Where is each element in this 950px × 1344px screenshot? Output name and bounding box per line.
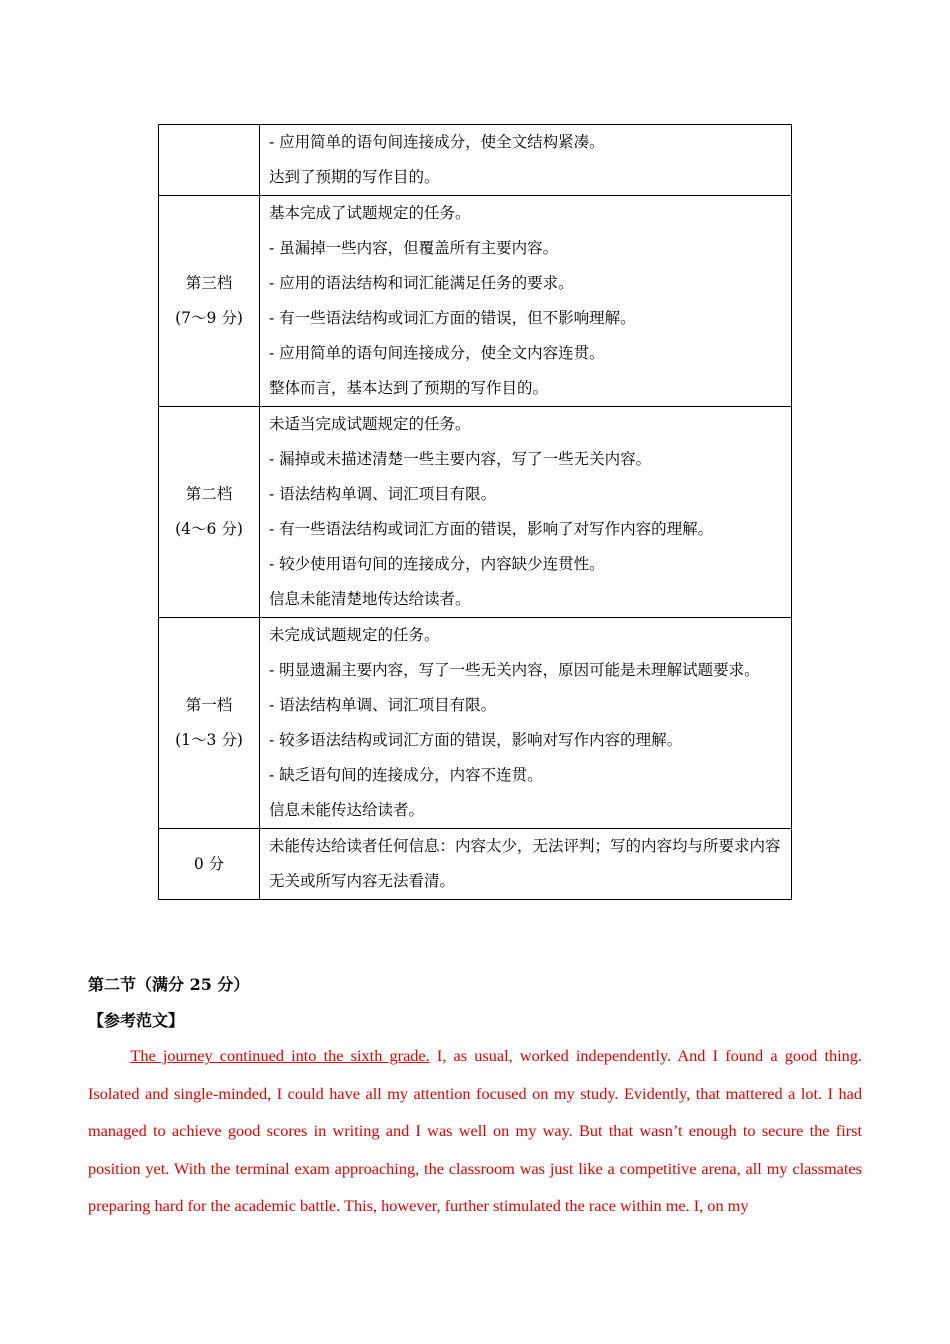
criteria-cell xyxy=(260,196,792,407)
level-cell-empty xyxy=(159,125,260,196)
criteria-line: - 较多语法结构或词汇方面的错误，影响对写作内容的理解。 xyxy=(269,731,683,749)
criteria-cell xyxy=(260,125,792,196)
level-name: 0 分 xyxy=(193,854,225,873)
level-name: 第二档 xyxy=(185,485,233,503)
criteria-line: 基本完成了试题规定的任务。 xyxy=(269,204,471,222)
criteria-line: 达到了预期的写作目的。 xyxy=(269,168,440,186)
rubric-row-level0 xyxy=(159,829,792,900)
section-title: 第二节（满分 25 分） xyxy=(88,975,250,994)
criteria-line: 信息未能传达给读者。 xyxy=(269,801,425,819)
criteria-line: - 应用简单的语句间连接成分，使全文内容连贯。 xyxy=(269,344,605,362)
criteria-cell xyxy=(260,407,792,618)
criteria-line: 整体而言，基本达到了预期的写作目的。 xyxy=(269,379,549,397)
criteria-cell xyxy=(260,829,792,900)
criteria-line: - 应用的语法结构和词汇能满足任务的要求。 xyxy=(269,274,574,292)
level-score: (1～3 分) xyxy=(175,731,243,749)
criteria-line: - 明显遗漏主要内容，写了一些无关内容，原因可能是未理解试题要求。 xyxy=(269,661,760,679)
criteria-line: - 有一些语法结构或词汇方面的错误，但不影响理解。 xyxy=(269,309,636,327)
criteria-line: - 语法结构单调、词汇项目有限。 xyxy=(269,696,497,714)
rubric-row-level1 xyxy=(159,618,792,829)
essay-body: I, as usual, worked independently. And I found a good thing. Isolated and single-minded, I could have all my attention focused on my study. Evidently, that mattered a lot. I had managed to achieve good scores in writing and I was well on my way. But that wasn’t enough to secure the first position yet. With the terminal exam approaching, the classroom was just like a competitive arena, all my classmates preparing hard for the academic battle. This, however, further stimulated the race within me. I, on my xyxy=(88,1046,862,1215)
criteria-line: - 虽漏掉一些内容，但覆盖所有主要内容。 xyxy=(269,239,559,257)
criteria-line: 未完成试题规定的任务。 xyxy=(269,626,440,644)
rubric-row-continuation xyxy=(159,125,792,196)
level-score: (4～6 分) xyxy=(175,520,243,538)
level-name: 第三档 xyxy=(185,274,233,292)
essay-underlined-lead: The journey continued into the sixth grade. xyxy=(130,1046,430,1065)
level-name: 第一档 xyxy=(185,696,233,714)
reference-label: 【参考范文】 xyxy=(88,1011,185,1030)
criteria-line: - 有一些语法结构或词汇方面的错误，影响了对写作内容的理解。 xyxy=(269,520,714,538)
scoring-rubric-table xyxy=(158,124,792,900)
criteria-line: - 较少使用语句间的连接成分，内容缺少连贯性。 xyxy=(269,555,605,573)
rubric-row-level3 xyxy=(159,196,792,407)
level-cell xyxy=(159,196,260,407)
level-cell xyxy=(159,407,260,618)
criteria-line: - 缺乏语句间的连接成分，内容不连贯。 xyxy=(269,766,543,784)
rubric-row-level2 xyxy=(159,407,792,618)
criteria-line: 信息未能清楚地传达给读者。 xyxy=(269,590,471,608)
criteria-line: - 语法结构单调、词汇项目有限。 xyxy=(269,485,497,503)
criteria-cell xyxy=(260,618,792,829)
criteria-line: 未适当完成试题规定的任务。 xyxy=(269,415,471,433)
level-score: (7～9 分) xyxy=(175,309,243,327)
level-cell xyxy=(159,618,260,829)
criteria-line: - 应用简单的语句间连接成分，使全文结构紧凑。 xyxy=(269,133,605,151)
criteria-text: 未能传达给读者任何信息：内容太少，无法评判；写的内容均与所要求内容无关或所写内容无法看清。 xyxy=(269,837,781,890)
level-cell xyxy=(159,829,260,900)
reference-essay xyxy=(88,1037,862,1225)
criteria-line: - 漏掉或未描述清楚一些主要内容，写了一些无关内容。 xyxy=(269,450,652,468)
